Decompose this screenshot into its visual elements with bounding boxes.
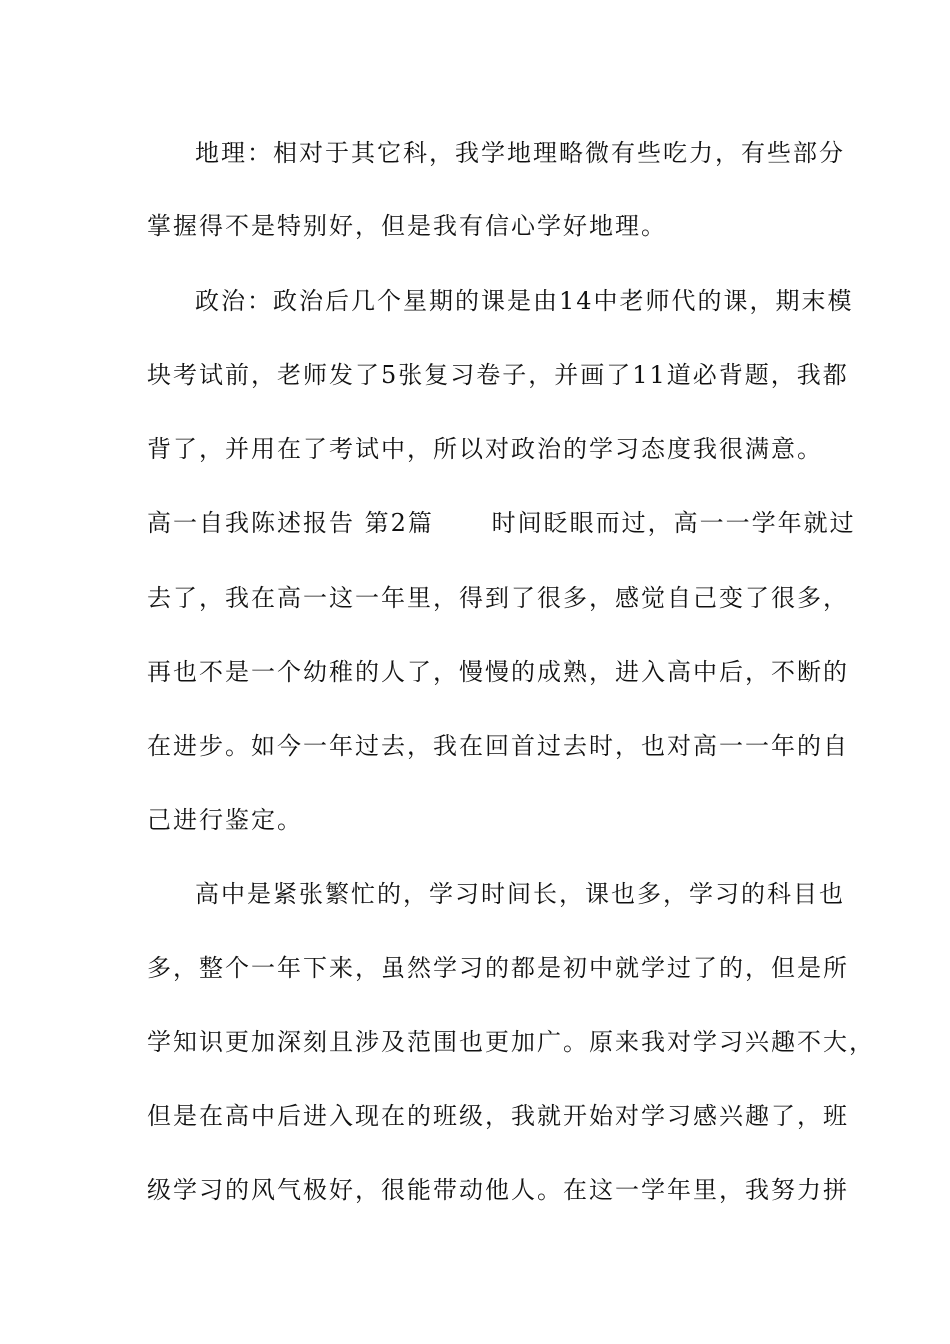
text-line: 政治：政治后几个星期的课是由14中老师代的课，期末模: [195, 287, 854, 315]
text-line: 多，整个一年下来，虽然学习的都是初中就学过了的，但是所: [147, 954, 849, 982]
text-line: 地理：相对于其它科，我学地理略微有些吃力，有些部分: [195, 139, 845, 167]
text-line: 掌握得不是特别好，但是我有信心学好地理。: [147, 212, 667, 240]
text-line: 但是在高中后进入现在的班级，我就开始对学习感兴趣了，班: [147, 1102, 849, 1130]
text-line: 学知识更加深刻且涉及范围也更加广。原来我对学习兴趣不大，: [147, 1028, 875, 1056]
text-line: 再也不是一个幼稚的人了，慢慢的成熟，进入高中后，不断的: [147, 658, 849, 686]
text-line: 高中是紧张繁忙的，学习时间长，课也多，学习的科目也: [195, 880, 845, 908]
text-line: 己进行鉴定。: [147, 806, 303, 834]
text-line: 块考试前，老师发了5张复习卷子，并画了11道必背题，我都: [147, 361, 849, 389]
text-line: 去了，我在高一这一年里，得到了很多，感觉自己变了很多，: [147, 584, 849, 612]
text-line: 在进步。如今一年过去，我在回首过去时，也对高一一年的自: [147, 732, 849, 760]
text-line: 级学习的风气极好，很能带动他人。在这一学年里，我努力拼: [147, 1176, 849, 1204]
text-line: 背了，并用在了考试中，所以对政治的学习态度我很满意。: [147, 435, 823, 463]
section-heading-line: 高一自我陈述报告 第2篇 时间眨眼而过，高一一学年就过: [147, 509, 856, 537]
